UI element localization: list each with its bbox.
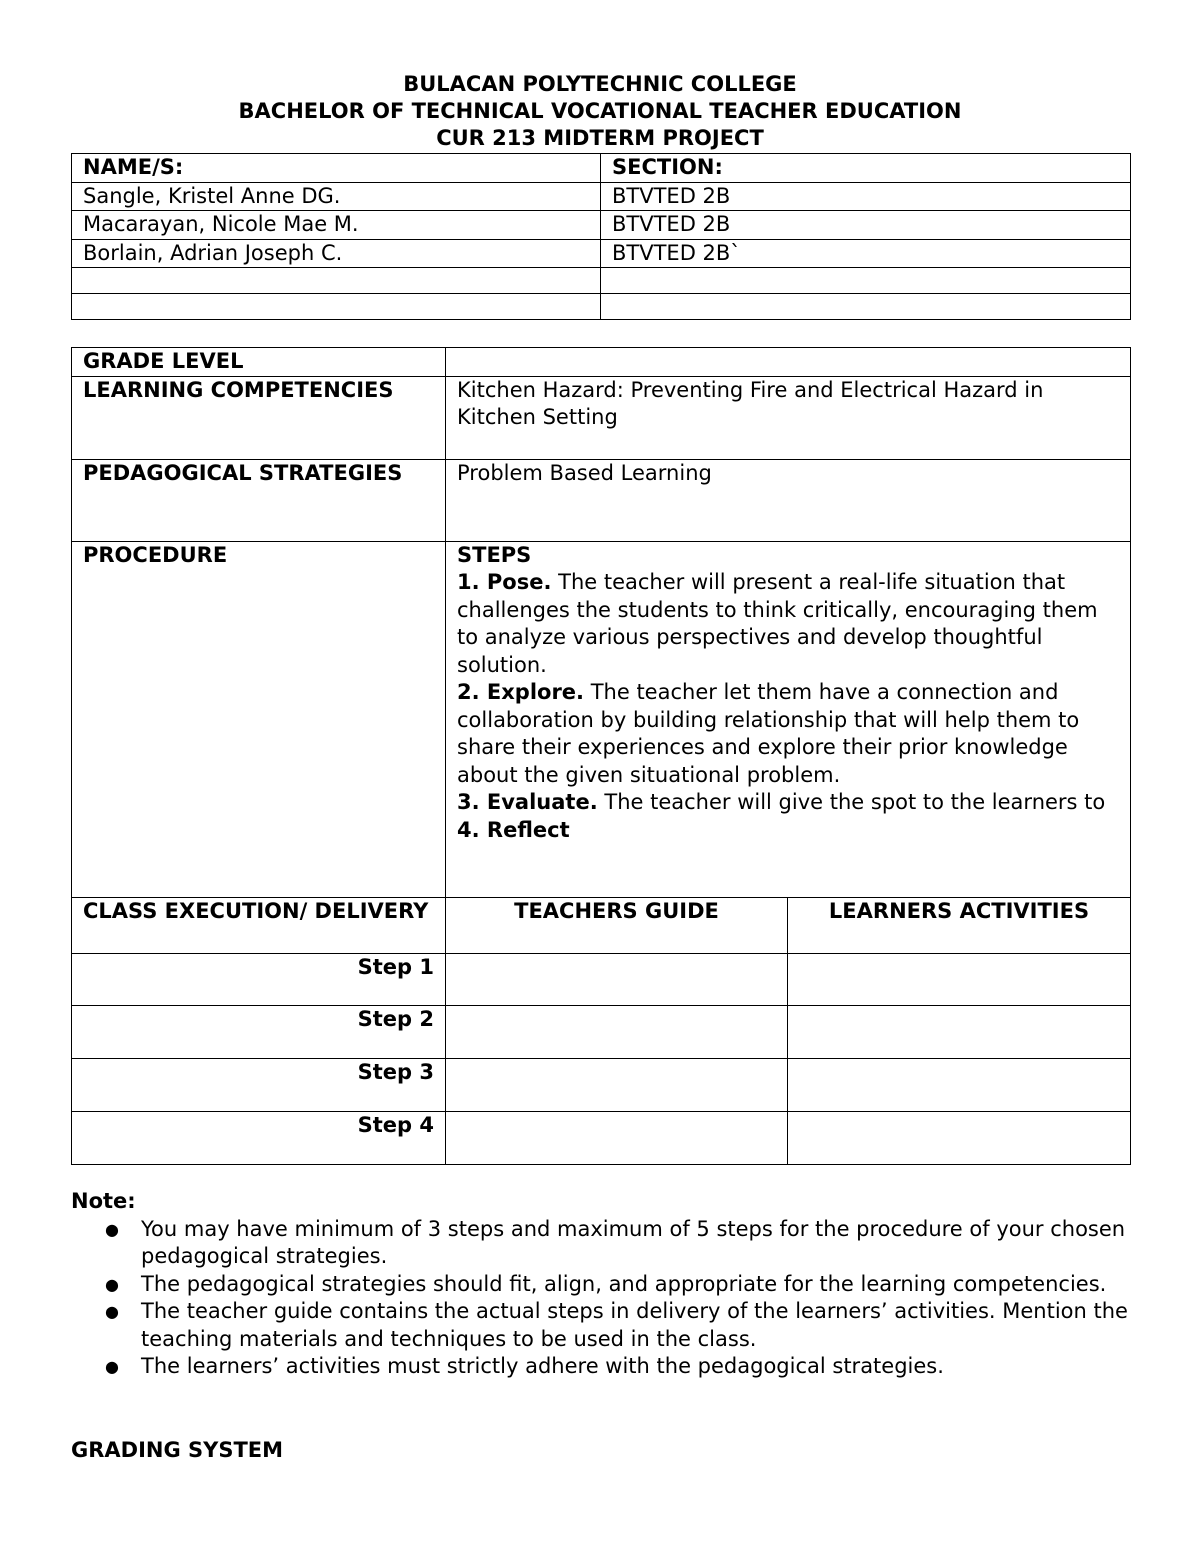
learners-activities-header: LEARNERS ACTIVITIES: [788, 897, 1131, 953]
step-explore-head: 2. Explore.: [457, 680, 585, 704]
member-name: [72, 268, 601, 294]
list-item: ● The teacher guide contains the actual steps in delivery of the learners’ activities. Mention the teaching materials and techniques to be used in the class.: [105, 1299, 1128, 1351]
table-row: [72, 953, 1131, 1005]
table-row: [72, 1111, 1131, 1164]
teachers-guide-cell: [446, 953, 788, 1005]
step-row-label: Step 1: [72, 953, 446, 1005]
competencies-value: Kitchen Hazard: Preventing Fire and Electrical Hazard in Kitchen Setting: [446, 376, 1131, 459]
learners-activities-cell: [788, 1005, 1131, 1058]
step-pose: [457, 569, 1119, 679]
step-explore-text: The teacher let them have a connection and collaboration by building relationship that will help them to share their experiences and explore their prior knowledge about the given situational problem.: [457, 680, 1080, 787]
strategies-label: PEDAGOGICAL STRATEGIES: [72, 459, 446, 541]
section-column-header: SECTION:: [601, 154, 1131, 183]
step-evaluate: [457, 789, 1119, 817]
note-list: [71, 1216, 1131, 1381]
project-title: CUR 213 MIDTERM PROJECT: [436, 126, 764, 150]
table-row: [72, 239, 1131, 268]
teachers-guide-header: TEACHERS GUIDE: [446, 897, 788, 953]
grade-level-value: [446, 348, 1131, 377]
table-row: [72, 1058, 1131, 1111]
list-item: ● The pedagogical strategies should fit, align, and appropriate for the learning competencies.: [141, 1271, 1131, 1299]
step-row-label: Step 4: [72, 1111, 446, 1164]
lesson-plan-table: [71, 347, 1131, 1165]
competencies-label: LEARNING COMPETENCIES: [72, 376, 446, 459]
step-explore: [457, 679, 1119, 789]
step-reflect-head: 4. Reflect: [457, 817, 570, 842]
grade-level-row: [72, 348, 1131, 377]
competencies-row: [72, 376, 1131, 459]
step-evaluate-head: 3. Evaluate.: [457, 790, 598, 814]
step-reflect: [457, 817, 1119, 845]
bullet-icon: ●: [105, 1274, 119, 1294]
execution-label: CLASS EXECUTION/ DELIVERY: [72, 897, 446, 953]
procedure-steps: [446, 541, 1131, 897]
grading-system-heading: GRADING SYSTEM: [71, 1438, 284, 1462]
table-row: [72, 268, 1131, 294]
procedure-row: [72, 541, 1131, 897]
member-name: Borlain, Adrian Joseph C.: [72, 239, 601, 268]
note-section: [71, 1188, 1131, 1381]
strategies-row: [72, 459, 1131, 541]
member-section: [601, 268, 1131, 294]
member-section: BTVTED 2B`: [601, 239, 1131, 268]
college-name: BULACAN POLYTECHNIC COLLEGE: [403, 72, 797, 96]
member-name: Macarayan, Nicole Mae M.: [72, 211, 601, 240]
steps-title: STEPS: [457, 542, 532, 567]
teachers-guide-cell: [446, 1111, 788, 1164]
learners-activities-cell: [788, 1111, 1131, 1164]
grade-level-label: GRADE LEVEL: [72, 348, 446, 377]
bullet-icon: ●: [105, 1357, 119, 1376]
step-pose-head: 1. Pose.: [457, 570, 552, 594]
list-item: ● The learners’ activities must strictly adhere with the pedagogical strategies.: [141, 1353, 1131, 1381]
member-section: BTVTED 2B: [601, 211, 1131, 240]
teachers-guide-cell: [446, 1005, 788, 1058]
learners-activities-cell: [788, 953, 1131, 1005]
procedure-label: PROCEDURE: [72, 541, 446, 897]
document-header: [0, 71, 1200, 152]
step-row-label: Step 3: [72, 1058, 446, 1111]
step-pose-text: The teacher will present a real-life situation that challenges the students to think critically, encouraging them to analyze various perspectives and develop thoughtful solution.: [457, 570, 1098, 677]
table-row: [72, 1005, 1131, 1058]
names-table-header: [72, 154, 1131, 183]
execution-header-row: [72, 897, 1131, 953]
names-table: [71, 153, 1131, 320]
member-section: [601, 294, 1131, 320]
note-title: Note:: [71, 1189, 136, 1213]
program-name: BACHELOR OF TECHNICAL VOCATIONAL TEACHER EDUCATION: [238, 99, 962, 123]
member-name: Sangle, Kristel Anne DG.: [72, 182, 601, 211]
names-column-header: NAME/S:: [72, 154, 601, 183]
table-row: [72, 294, 1131, 320]
list-item: ● You may have minimum of 3 steps and maximum of 5 steps for the procedure of your chosen pedagogical strategies.: [105, 1216, 1126, 1268]
table-row: [72, 211, 1131, 240]
teachers-guide-cell: [446, 1058, 788, 1111]
step-evaluate-text: The teacher will give the spot to the learners to: [597, 790, 1106, 814]
learners-activities-cell: [788, 1058, 1131, 1111]
step-row-label: Step 2: [72, 1005, 446, 1058]
table-row: [72, 182, 1131, 211]
strategies-value: Problem Based Learning: [446, 459, 1131, 541]
bullet-icon: ●: [105, 1302, 119, 1321]
member-section: BTVTED 2B: [601, 182, 1131, 211]
bullet-icon: ●: [105, 1219, 119, 1239]
member-name: [72, 294, 601, 320]
